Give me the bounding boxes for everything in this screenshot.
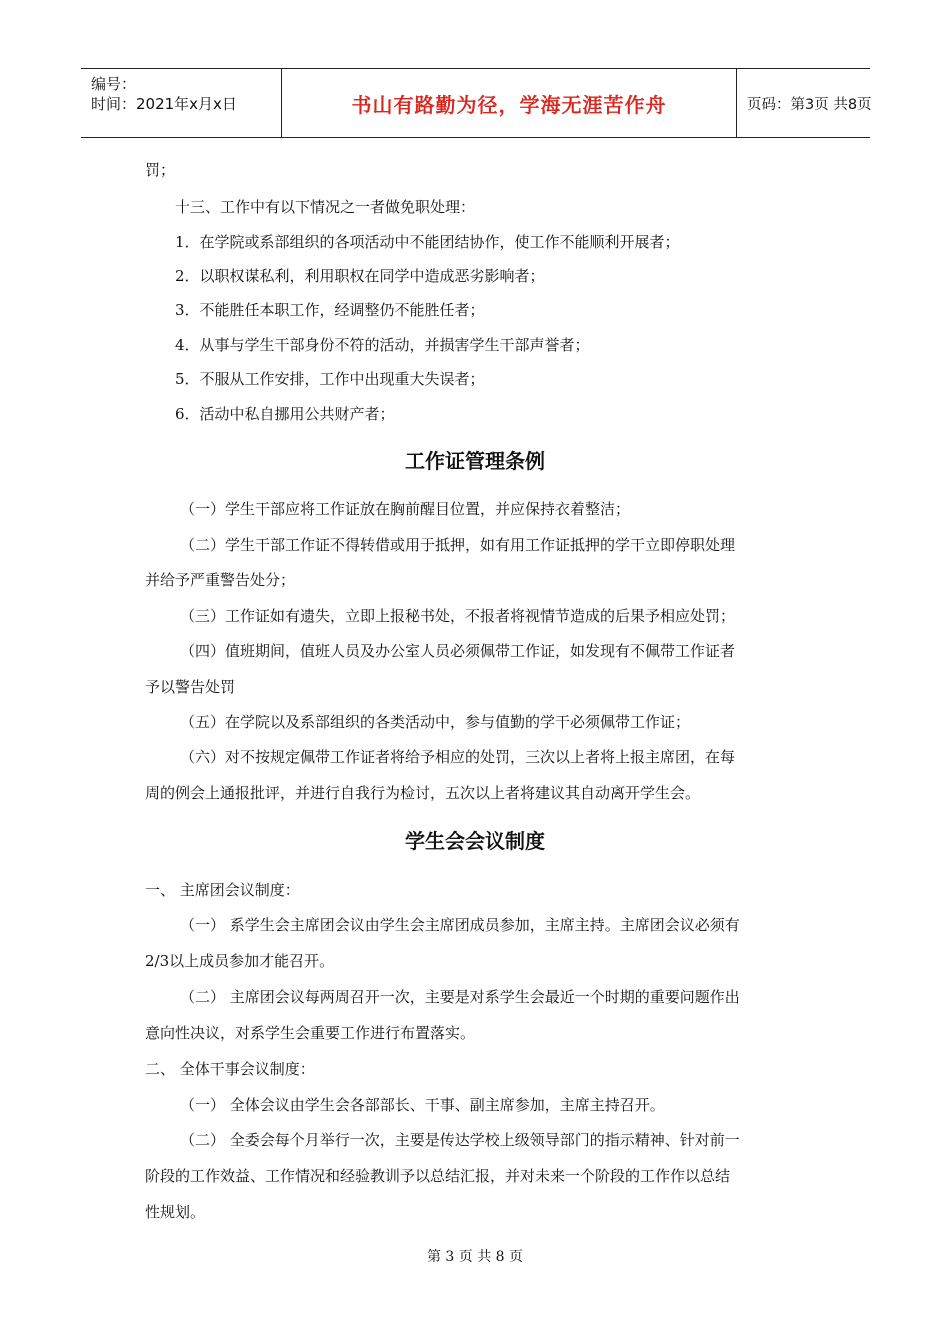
text-line: 十三、工作中有以下情况之一者做免职处理： xyxy=(175,198,476,216)
page-footer: 第 3 页 共 8 页 xyxy=(426,1249,524,1265)
text-line: （一） 全体会议由学生会各部部长、干事、副主席参加，主席主持召开。 xyxy=(180,1096,665,1114)
section-title: 工作证管理条例 xyxy=(405,449,545,473)
text-line: 1．在学院或系部组织的各项活动中不能团结协作，使工作不能顺利开展者； xyxy=(175,233,680,251)
text-line: 性规划。 xyxy=(145,1203,206,1221)
text-line: 3．不能胜任本职工作，经调整仍不能胜任者； xyxy=(175,301,485,319)
text-line: 二、 全体干事会议制度： xyxy=(145,1060,315,1078)
text-line: 4．从事与学生干部身份不符的活动，并损害学生干部声誉者； xyxy=(175,336,590,354)
text-line: 并给予严重警告处分； xyxy=(145,571,296,589)
header-page-cell xyxy=(737,69,870,137)
document-number-label: 编号： xyxy=(91,75,137,93)
text-line: （三）工作证如有遗失，立即上报秘书处，不报者将视情节造成的后果予相应处罚； xyxy=(180,607,736,625)
text-line: （五）在学院以及系部组织的各类活动中，参与值勤的学干必须佩带工作证； xyxy=(180,713,691,731)
text-line: （一） 系学生会主席团会议由学生会主席团成员参加，主席主持。主席团会议必须有 xyxy=(180,916,740,934)
page-header xyxy=(81,68,870,138)
text-line: 一、 主席团会议制度： xyxy=(145,881,300,899)
text-line: （四）值班期间，值班人员及办公室人员必须佩带工作证，如发现有不佩带工作证者 xyxy=(180,642,736,660)
text-line: 2．以职权谋私利，利用职权在同学中造成恶劣影响者； xyxy=(175,267,545,285)
text-line: 意向性决议，对系学生会重要工作进行布置落实。 xyxy=(145,1024,476,1042)
header-motto-cell xyxy=(281,69,737,137)
text-line: 予以警告处罚 xyxy=(145,678,236,696)
text-line: 阶段的工作效益、工作情况和经验教训予以总结汇报，并对未来一个阶段的工作作以总结 xyxy=(145,1167,731,1185)
text-line: （二） 主席团会议每两周召开一次，主要是对系学生会最近一个时期的重要问题作出 xyxy=(180,988,740,1006)
header-meta xyxy=(81,69,281,137)
document-date: 时间：2021年x月x日 xyxy=(91,95,237,113)
text-line: 6．活动中私自挪用公共财产者； xyxy=(175,405,395,423)
header-page-info: 页码：第3页 共8页 xyxy=(747,96,872,113)
header-motto: 书山有路勤为径，学海无涯苦作舟 xyxy=(351,92,667,117)
text-line: 5．不服从工作安排，工作中出现重大失误者； xyxy=(175,370,485,388)
text-line: （六）对不按规定佩带工作证者将给予相应的处罚，三次以上者将上报主席团，在每 xyxy=(180,748,736,766)
text-line: （二） 全委会每个月举行一次，主要是传达学校上级领导部门的指示精神、针对前一 xyxy=(180,1131,740,1149)
section-title: 学生会会议制度 xyxy=(405,829,545,853)
text-line: 2/3以上成员参加才能召开。 xyxy=(145,952,335,970)
text-line: 周的例会上通报批评，并进行自我行为检讨，五次以上者将建议其自动离开学生会。 xyxy=(145,784,701,802)
text-line: （一）学生干部应将工作证放在胸前醒目位置，并应保持衣着整洁； xyxy=(180,500,631,518)
text-line: （二）学生干部工作证不得转借或用于抵押，如有用工作证抵押的学干立即停职处理 xyxy=(180,536,736,554)
text-line: 罚； xyxy=(145,161,176,179)
